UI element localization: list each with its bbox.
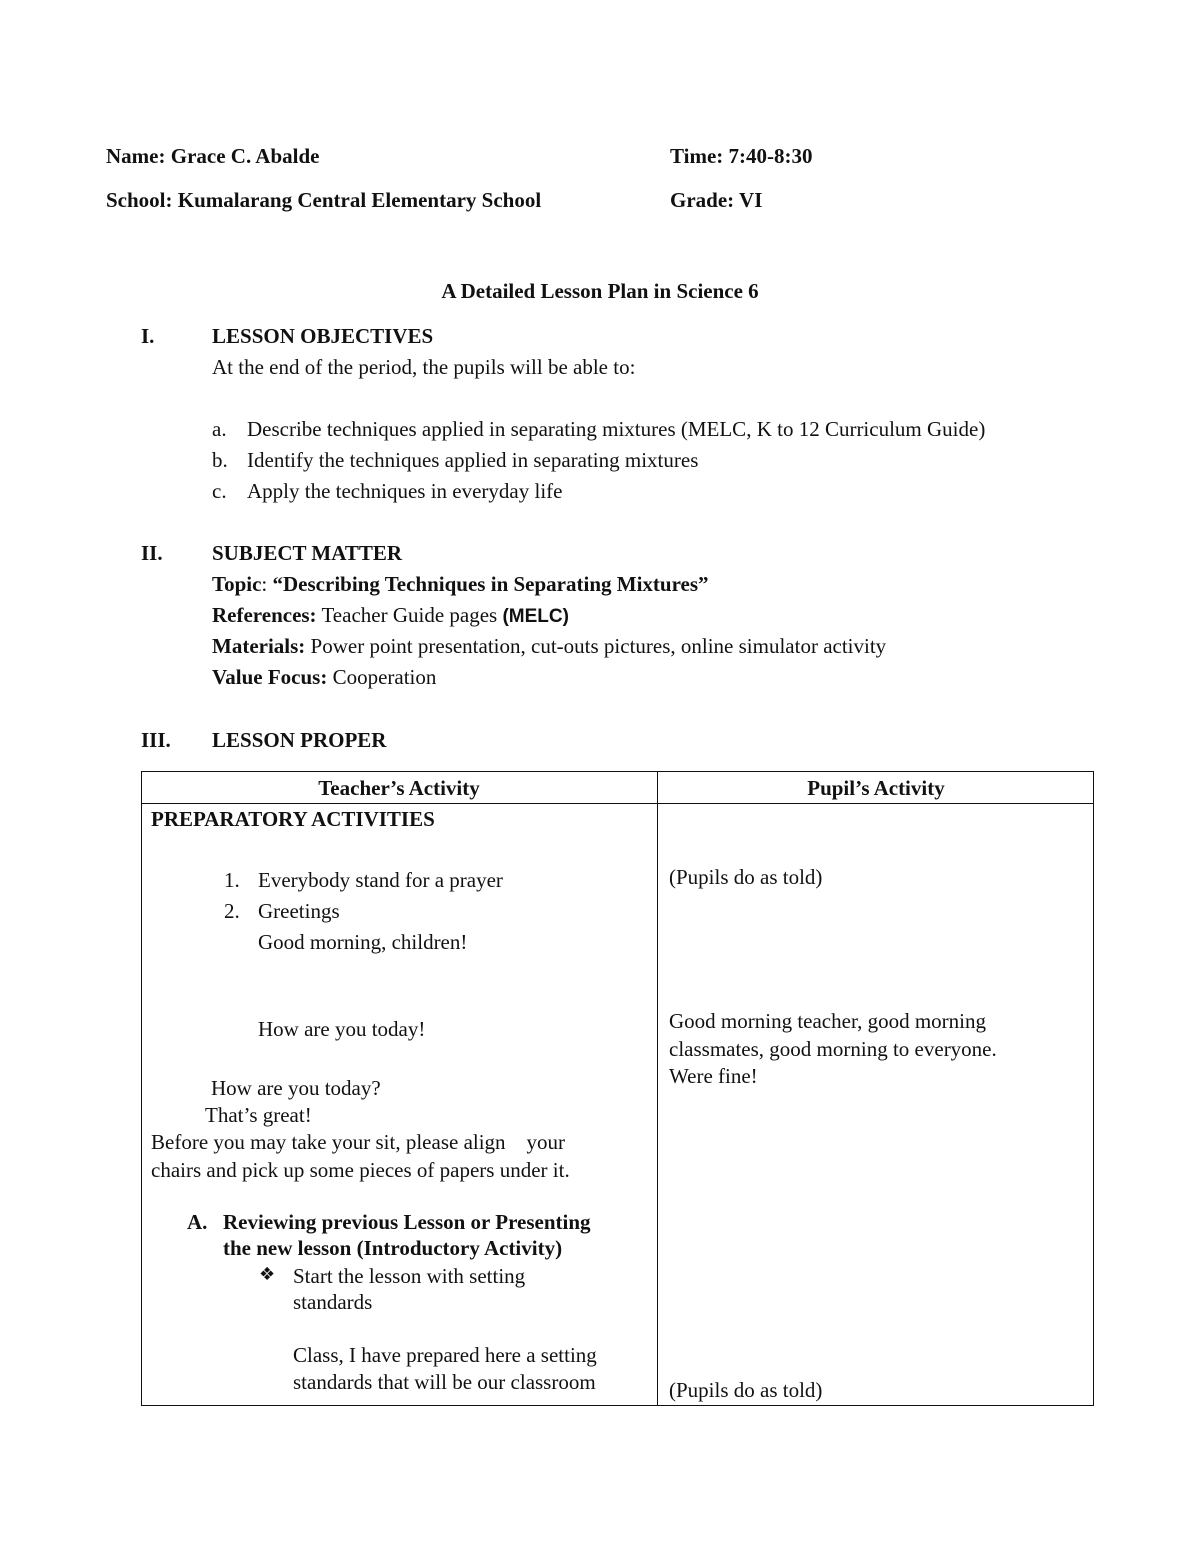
objective-item: Identify the techniques applied in separating mixtures: [247, 448, 699, 472]
section-number-1: I.: [141, 324, 155, 348]
school-label: School:: [106, 188, 173, 212]
section-a-title-line-2: the new lesson (Introductory Activity): [223, 1236, 563, 1260]
time-label: Time:: [670, 144, 724, 168]
section-heading-subject-matter: SUBJECT MATTER: [212, 541, 403, 565]
objective-item: Apply the techniques in everyday life: [247, 479, 563, 503]
align-chairs-line-2: chairs and pick up some pieces of papers under it.: [151, 1158, 570, 1182]
name-value: Grace C. Abalde: [170, 144, 320, 168]
materials-line: [212, 636, 886, 657]
grade-label: Grade:: [670, 188, 735, 212]
objectives-intro: At the end of the period, the pupils will be able to:: [212, 355, 636, 379]
time-field: [670, 146, 813, 167]
pupil-response-2-line-1: Good morning teacher, good morning: [669, 1009, 987, 1033]
objective-marker: c.: [212, 479, 227, 503]
topic-value: “Describing Techniques in Separating Mixtures”: [272, 572, 709, 596]
how-are-you-question: How are you today?: [211, 1076, 381, 1100]
section-heading-lesson-proper: LESSON PROPER: [212, 728, 387, 752]
pupil-response-1: (Pupils do as told): [669, 865, 823, 889]
pupil-response-2-line-3: Were fine!: [669, 1064, 758, 1088]
topic-label: Topic: [212, 572, 262, 596]
grade-value: VI: [739, 188, 763, 212]
how-are-you-line: How are you today!: [258, 1017, 426, 1041]
references-tag: (MELC): [502, 606, 569, 627]
section-heading-objectives: LESSON OBJECTIVES: [212, 324, 434, 348]
align-chairs-line-1: Before you may take your sit, please align your: [151, 1130, 566, 1154]
document-title: A Detailed Lesson Plan in Science 6: [441, 279, 759, 303]
section-a-marker: A.: [187, 1210, 208, 1234]
topic-separator: :: [261, 572, 273, 596]
bullet-text-line-1: Start the lesson with setting: [293, 1264, 526, 1288]
preparatory-heading: PREPARATORY ACTIVITIES: [151, 807, 435, 831]
class-standards-line-1: Class, I have prepared here a setting: [293, 1343, 597, 1367]
bullet-text-line-2: standards: [293, 1290, 373, 1314]
greeting-text: Good morning, children!: [258, 930, 468, 954]
grade-field: [670, 190, 762, 211]
materials-label: Materials:: [212, 634, 306, 658]
section-number-2: II.: [141, 541, 163, 565]
list-marker: 1.: [224, 868, 240, 892]
header-teacher-activity: Teacher’s Activity: [318, 776, 480, 800]
school-field: [106, 190, 541, 211]
list-marker: 2.: [224, 899, 240, 923]
value-focus-value: Cooperation: [332, 665, 437, 689]
name-label: Name:: [106, 144, 166, 168]
objective-marker: b.: [212, 448, 228, 472]
section-number-3: III.: [141, 728, 171, 752]
lesson-table: [141, 771, 1094, 1406]
school-value: Kumalarang Central Elementary School: [177, 188, 542, 212]
thats-great-text: That’s great!: [205, 1103, 312, 1127]
objective-marker: a.: [212, 417, 227, 441]
value-focus-line: [212, 667, 436, 688]
diamond-bullet-icon: ❖: [259, 1264, 276, 1285]
column-divider: [657, 771, 658, 1406]
materials-value: Power point presentation, cut-outs pictures, online simulator activity: [310, 634, 887, 658]
header-pupil-activity: Pupil’s Activity: [807, 776, 945, 800]
prayer-item: Everybody stand for a prayer: [258, 868, 503, 892]
references-line: [212, 605, 569, 626]
pupil-response-3: (Pupils do as told): [669, 1378, 823, 1402]
class-standards-line-2: standards that will be our classroom: [293, 1370, 596, 1394]
pupil-response-2-line-2: classmates, good morning to everyone.: [669, 1037, 997, 1061]
references-value: Teacher Guide pages: [321, 603, 498, 627]
name-field: [106, 146, 319, 167]
header-divider: [141, 803, 1094, 804]
greetings-item: Greetings: [258, 899, 340, 923]
section-a-title-line-1: Reviewing previous Lesson or Presenting: [223, 1210, 591, 1234]
objective-item: Describe techniques applied in separating mixtures (MELC, K to 12 Curriculum Guide): [247, 417, 986, 441]
value-focus-label: Value Focus:: [212, 665, 328, 689]
time-value: 7:40-8:30: [728, 144, 813, 168]
topic-line: [212, 574, 709, 595]
references-label: References:: [212, 603, 317, 627]
